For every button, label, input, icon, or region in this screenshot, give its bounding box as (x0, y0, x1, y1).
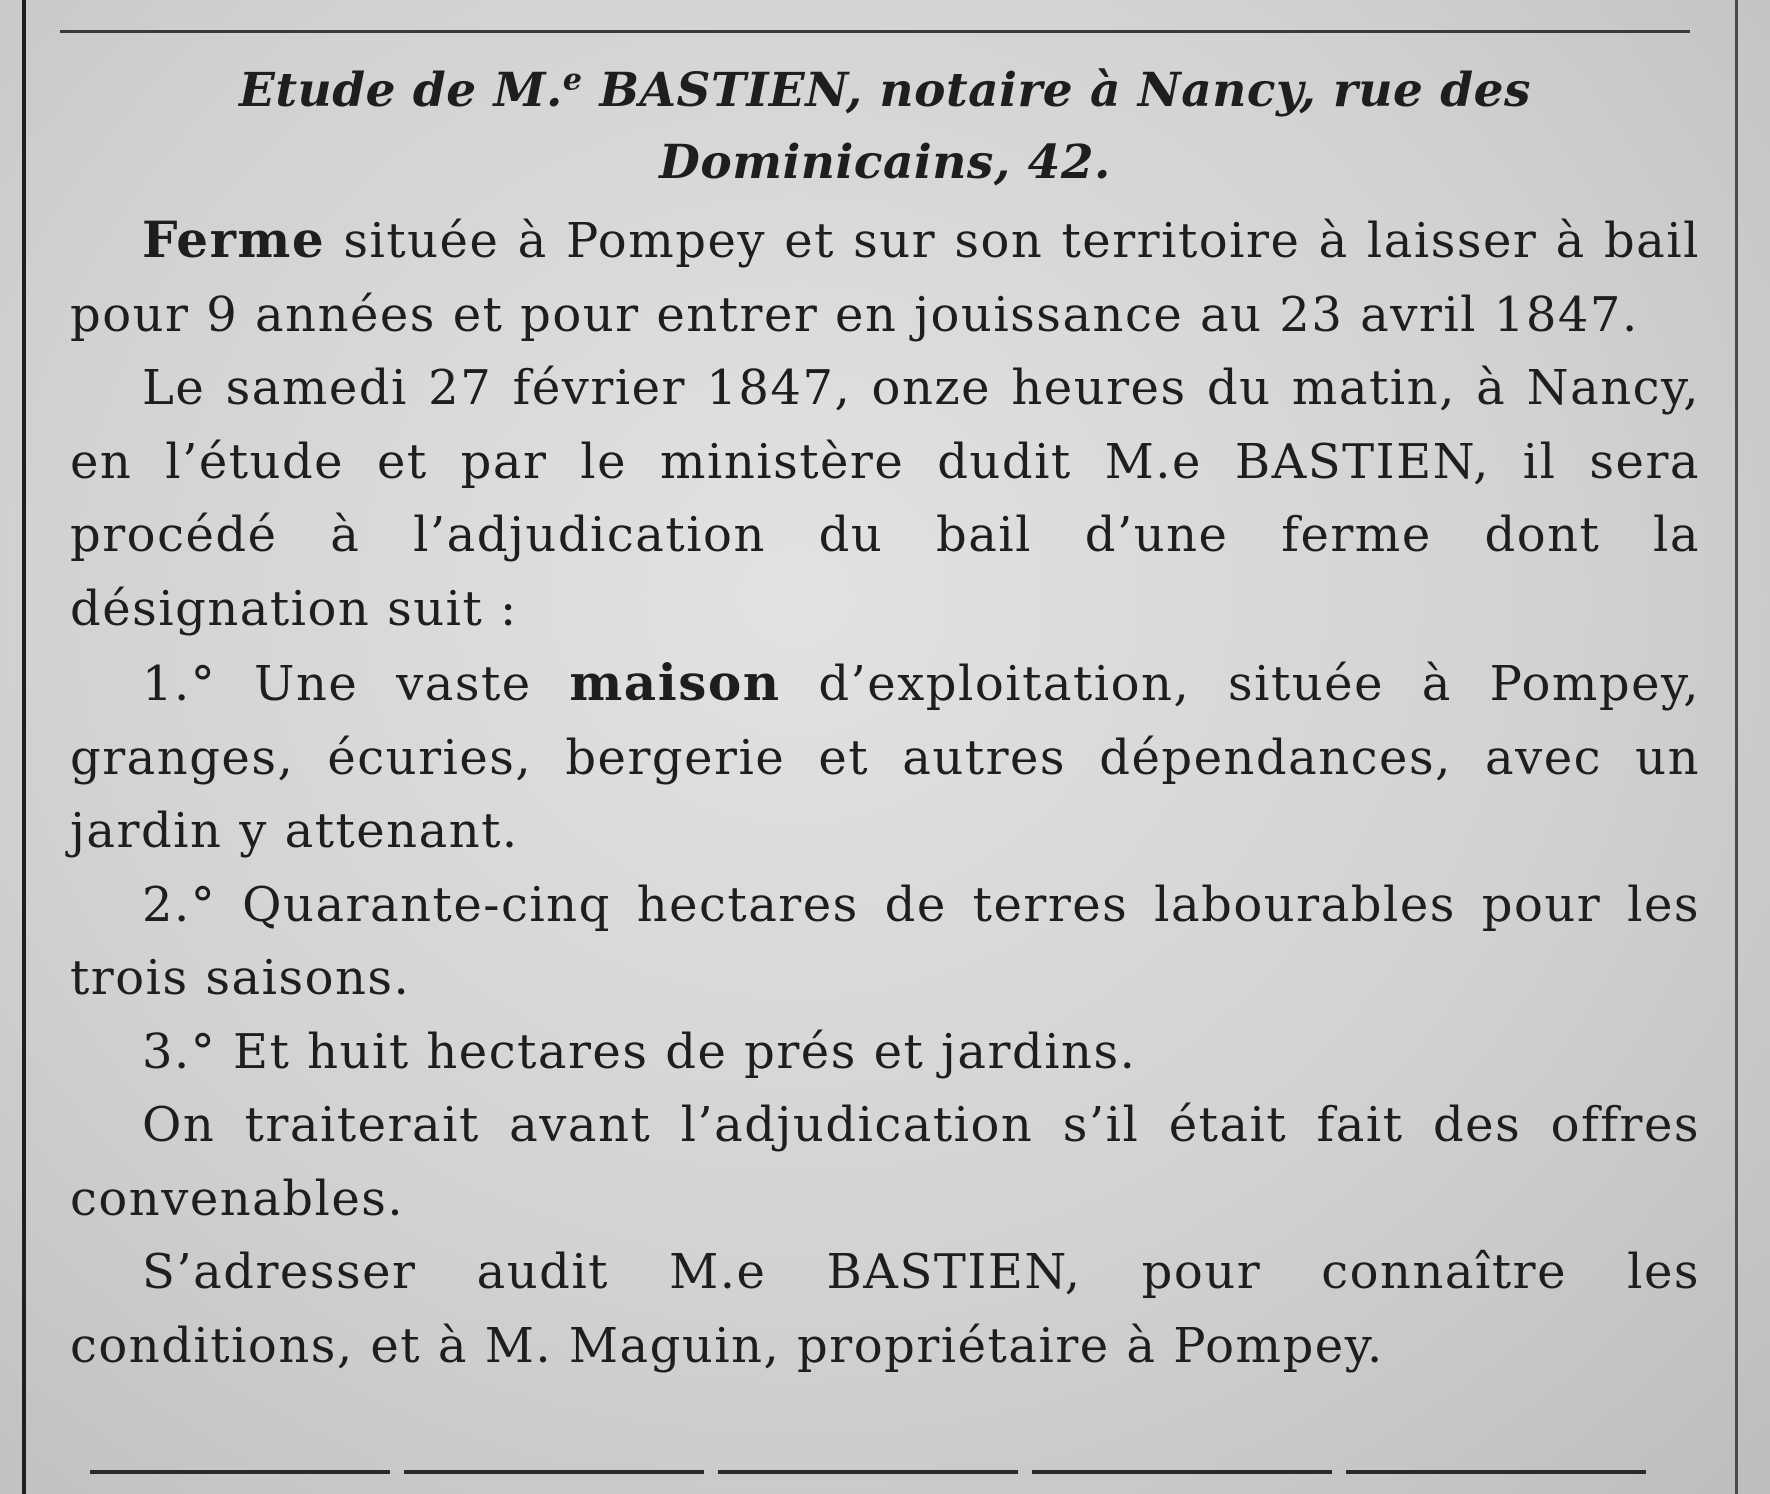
paragraph-item-2 (70, 869, 1700, 1016)
paragraph-farm (70, 203, 1700, 352)
farm-lead-word: Ferme (142, 210, 326, 269)
paragraph-text: située à Pompey et sur son territoire à laisser à bail pour 9 années et pour entrer en jouissance au 23 avril 1847. (70, 213, 1700, 343)
header-rest: BASTIEN, notaire à Nancy, rue des Dominicains, 42. (582, 63, 1531, 190)
paragraph-text: d’exploitation, située à Pompey, granges, écuries, bergerie et autres dépendances, avec un jardin y attenant. (70, 656, 1701, 859)
paragraph-item-3 (70, 1016, 1700, 1090)
paragraph-text: Le samedi 27 février 1847, onze heures du matin, à Nancy, en l’étude et par le ministère dudit M.e BASTIEN, il sera procédé à l’adjudication du bail d’une ferme dont la désignation suit : (70, 360, 1700, 637)
column-rule-left (22, 0, 26, 1494)
bottom-rule (90, 1470, 1650, 1474)
paragraph-offers (70, 1089, 1700, 1236)
legal-notice (70, 55, 1700, 1383)
paragraph-text: S’adresser audit M.e BASTIEN, pour connaître les conditions, et à M. Maguin, propriétaire à Pompey. (70, 1244, 1700, 1374)
paragraph-text: 2.° Quarante-cinq hectares de terres labourables pour les trois saisons. (70, 876, 1700, 1006)
paragraph-auction-date (70, 352, 1700, 646)
item-number: 1.° Une vaste (142, 656, 570, 712)
house-lead-word: maison (569, 653, 781, 712)
column-rule-right (1735, 0, 1738, 1494)
paragraph-contact (70, 1236, 1700, 1383)
paragraph-item-1 (70, 646, 1700, 869)
paragraph-text: 3.° Et huit hectares de prés et jardins. (142, 1023, 1137, 1080)
header-superscript: e (562, 62, 583, 98)
header-prefix: Etude de M. (239, 63, 563, 118)
paragraph-text: On traiterait avant l’adjudication s’il était fait des offres convenables. (70, 1097, 1700, 1227)
top-rule (60, 30, 1690, 33)
notice-header (70, 55, 1700, 199)
